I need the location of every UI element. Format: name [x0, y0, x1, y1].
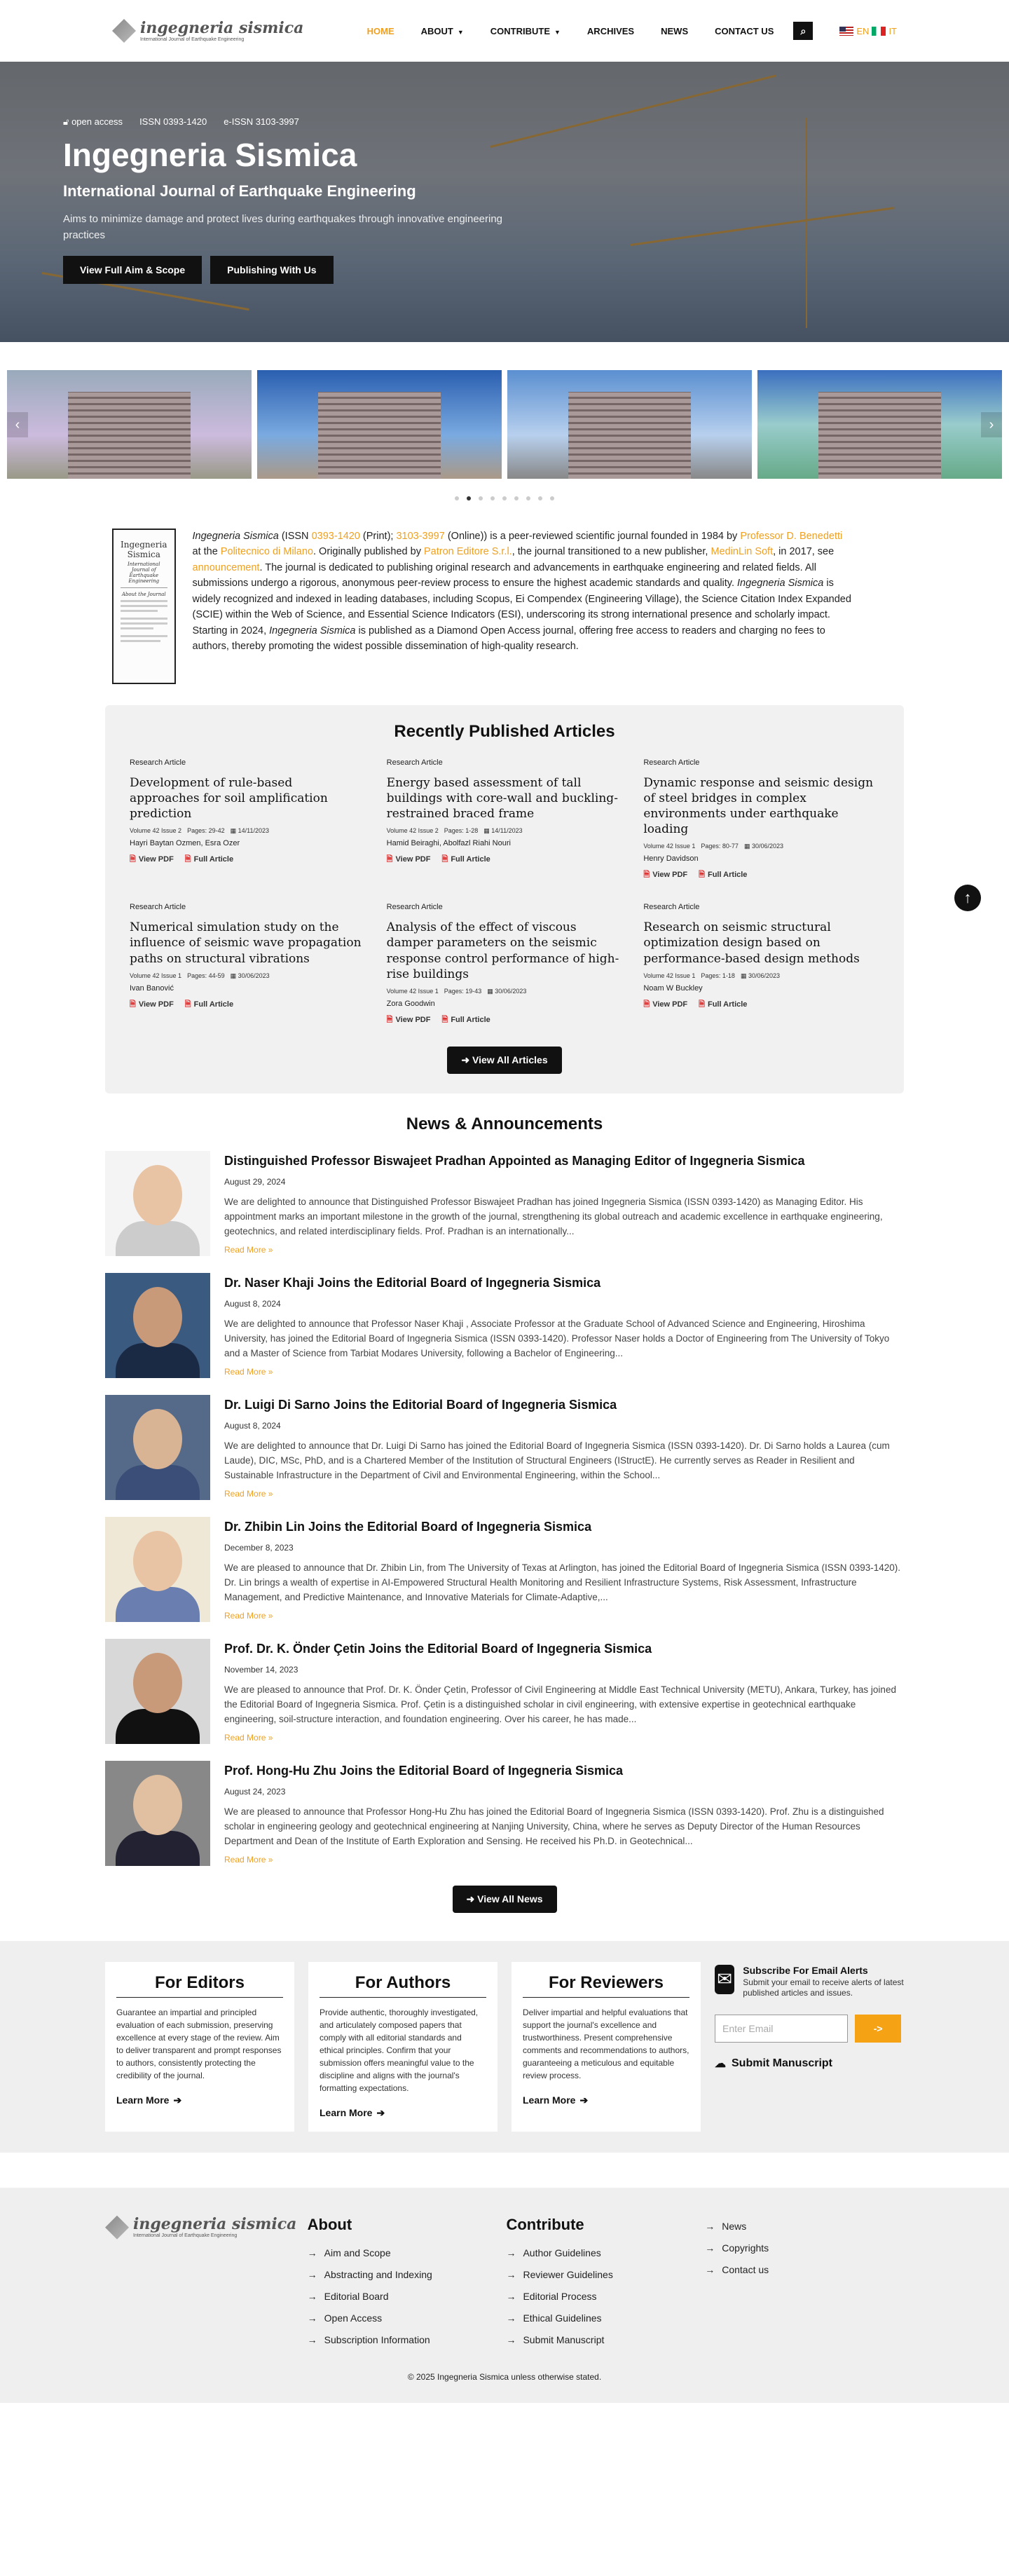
view-pdf-link[interactable]: 🗎︎ View PDF [643, 871, 688, 880]
copyright: © 2025 Ingegneria Sismica unless otherwise stated. [407, 2371, 602, 2382]
footer-misc-col [705, 2216, 904, 2351]
footer-contribute-col [506, 2216, 705, 2351]
article-category: Research Article [386, 903, 443, 912]
arrow-right-icon: → [705, 2220, 715, 2232]
medinlin-link[interactable]: MedinLin Soft [711, 546, 774, 558]
news-portrait [105, 1517, 210, 1622]
footer-link[interactable]: → Copyrights [705, 2237, 904, 2259]
politecnico-link[interactable]: Politecnico di Milano [220, 546, 313, 558]
logo-subtitle: International Journal of Earthquake Engineering [140, 36, 245, 42]
issn-link[interactable]: 0393-1420 [311, 531, 360, 542]
nav-news[interactable]: NEWS [661, 25, 689, 36]
view-pdf-link[interactable]: 🗎︎ View PDF [643, 1000, 688, 1009]
article-category: Research Article [386, 758, 443, 767]
arrow-circle-icon: ➜ [461, 1054, 470, 1065]
hero-issn: ISSN 0393-1420 [139, 116, 207, 127]
cover-title: Ingegneria Sismica [121, 540, 167, 559]
pdf-icon: 🗎︎ [699, 1000, 705, 1009]
footer-link[interactable]: → Aim and Scope [308, 2242, 507, 2264]
article-pages: Pages: 80-77 [701, 843, 739, 850]
news-item [105, 1761, 904, 1866]
news-date: August 8, 2024 [224, 1420, 281, 1431]
pdf-icon: 🗎︎ [184, 855, 191, 864]
open-access-badge: 🔓︎ open access [63, 116, 123, 127]
logo-title: ingegneria sismica [140, 18, 304, 37]
carousel-dot[interactable] [550, 496, 554, 500]
article-pages: Pages: 19-43 [444, 987, 482, 995]
carousel-dot[interactable] [526, 496, 530, 500]
footer-link[interactable]: → Subscription Information [308, 2329, 507, 2351]
article-pages: Pages: 29-42 [187, 827, 225, 835]
article-date: 30/06/2023 [748, 972, 781, 979]
article-title[interactable]: Analysis of the effect of viscous damper parameters on the seismic response control performance of high-rise buildings [386, 920, 619, 981]
news-portrait [105, 1273, 210, 1378]
arrow-right-icon: ➔ [376, 2106, 385, 2118]
news-title[interactable]: Prof. Dr. K. Önder Çetin Joins the Editorial Board of Ingegneria Sismica [224, 1641, 652, 1656]
news-item [105, 1395, 904, 1500]
article-volume: Volume 42 Issue 2 [130, 827, 182, 835]
aim-scope-button[interactable]: View Full Aim & Scope [63, 256, 202, 284]
news-title[interactable]: Dr. Naser Khaji Joins the Editorial Board of Ingegneria Sismica [224, 1275, 601, 1290]
view-pdf-link[interactable]: 🗎︎ View PDF [386, 855, 431, 864]
role-text: Deliver impartial and helpful evaluations that support the journal's excellence and trustworthiness. Present comprehensive comments and recommendations to authors, guaranteeing a meticulous and equitable review process. [523, 2007, 689, 2080]
view-all-articles-button[interactable]: ➜ View All Articles [447, 1047, 561, 1074]
footer-logo[interactable] [105, 2216, 308, 2240]
articles-grid [105, 742, 904, 1027]
article-volume: Volume 42 Issue 1 [386, 987, 439, 995]
arrow-right-icon: → [307, 2290, 317, 2302]
subscribe-button[interactable]: -> [855, 2015, 901, 2043]
arrow-circle-icon: ➜ [466, 1893, 475, 1904]
article-pages: Pages: 1-28 [444, 827, 479, 835]
article-authors: Hamid Beiraghi, Abolfazl Riahi Nouri [386, 839, 511, 848]
full-article-link[interactable]: 🗎︎ Full Article [184, 1000, 234, 1009]
role-title: For Reviewers [523, 1973, 689, 1998]
news-excerpt: We are pleased to announce that Dr. Zhibin Lin, from The University of Texas at Arlington, has joined the Editorial Board of Ingegneria Sismica (ISSN 0393-1420). Dr. Lin brings a wealth of expertise in AI-Empowered Structural Health Monitoring and Resilient Infrastructure Systems, Risk Assessment, Infrastructure Management, and Predictive Maintenance, and Innovative Materials for Climate-Adaptive,... [224, 1562, 901, 1602]
article-authors: Ivan Banović [130, 983, 174, 993]
cover-about: About the Journal [121, 592, 166, 597]
news-date: August 29, 2024 [224, 1176, 286, 1187]
submit-manuscript-link[interactable]: ☁ Submit Manuscript [715, 2057, 833, 2070]
article-title[interactable]: Numerical simulation study on the influence of seismic wave propagation paths on structural vibrations [130, 920, 362, 966]
arrow-right-icon: → [705, 2263, 715, 2275]
article-authors: Henry Davidson [643, 854, 699, 864]
role-text: Guarantee an impartial and principled evaluation of each submission, preserving excellence at every stage of the review. Aim to deliver transparent and prompt responses to authors, consistently protecting the credibility of the journal. [116, 2007, 282, 2080]
article-title[interactable]: Research on seismic structural optimization design based on performance-based design methods [643, 920, 860, 966]
news-portrait [105, 1761, 210, 1866]
read-more-link[interactable]: Read More » [224, 1366, 273, 1377]
article-category: Research Article [643, 758, 700, 767]
news-section [0, 1093, 1009, 1913]
footer-link[interactable]: → Abstracting and Indexing [308, 2264, 507, 2286]
article-volume: Volume 42 Issue 1 [130, 972, 182, 979]
about-paragraph: Ingegneria Sismica (ISSN 0393-1420 (Print); 3103-3997 (Online)) is a peer-reviewed scientific journal founded in 1984 by Professor D. Benedetti at the Politecnico di Milano. Originally published by Patron Editore S.r.l., the journal transitioned to a new publisher, MedinLin Soft, in 2017, see announcement. The journal is dedicated to publishing original research and advancements in earthquake engineering and related fields. All submissions undergo a rigorous, anonymous peer-review process to ensure the highest academic standards and quality. Ingegneria Sismica is widely recognized and indexed in leading databases, including Scopus, Ei Compendex (Engineering Village), the Science Citation Index Expanded (SCIE) within the Web of Science, and Essential Science Indicators (ESI), underscoring its strong international presence and scholarly impact. Starting in 2024, Ingegneria Sismica is published as a Diamond Open Access journal, offering free access to readers and charging no fees to authors, thereby promoting the widest possible dissemination of high-quality research. [192, 531, 851, 653]
full-article-link[interactable]: 🗎︎ Full Article [441, 1015, 490, 1024]
footer-link[interactable]: → News [705, 2216, 904, 2237]
article-date: 14/11/2023 [491, 827, 523, 835]
article-pages: Pages: 1-18 [701, 972, 735, 979]
pdf-icon: 🗎︎ [130, 1000, 136, 1009]
articles-heading: Recently Published Articles [394, 722, 615, 741]
footer-about-col [308, 2216, 507, 2351]
article-card [387, 903, 623, 1026]
arrow-right-icon: → [307, 2268, 317, 2280]
role-title: For Authors [320, 1973, 486, 1998]
news-date: August 8, 2024 [224, 1298, 281, 1309]
news-title[interactable]: Dr. Zhibin Lin Joins the Editorial Board of Ingegneria Sismica [224, 1519, 592, 1534]
arrow-right-icon: ➔ [173, 2094, 182, 2106]
news-date: November 14, 2023 [224, 1664, 298, 1675]
article-authors: Zora Goodwin [386, 999, 435, 1008]
article-authors: Hayri Baytan Ozmen, Esra Ozer [130, 839, 240, 848]
unlock-icon: 🔓︎ [63, 116, 69, 127]
article-date: 30/06/2023 [495, 987, 527, 995]
footer-link[interactable]: → Submit Manuscript [506, 2329, 705, 2351]
subscribe-box [715, 1962, 904, 2132]
article-card [643, 903, 879, 1026]
recent-articles [105, 705, 904, 1093]
footer-link[interactable]: → Reviewer Guidelines [506, 2264, 705, 2286]
nav-home[interactable]: HOME [366, 25, 394, 36]
arrow-right-icon: → [506, 2247, 516, 2258]
calendar-icon: ▦ [230, 972, 237, 979]
news-item [105, 1517, 904, 1622]
lang-en[interactable]: EN [856, 25, 870, 36]
news-title[interactable]: Distinguished Professor Biswajeet Pradhan Appointed as Managing Editor of Ingegneria Sismica [224, 1153, 805, 1168]
footer-logo-subtitle: International Journal of Earthquake Engineering [133, 2233, 238, 2239]
carousel-dot[interactable] [479, 496, 483, 500]
article-card [130, 758, 366, 882]
calendar-icon: ▦ [483, 827, 490, 835]
pdf-icon: 🗎︎ [441, 855, 448, 864]
carousel-image [7, 370, 252, 479]
search-icon[interactable]: ⌕ [793, 22, 813, 40]
read-more-link[interactable]: Read More » [224, 1610, 273, 1621]
pdf-icon: 🗎︎ [130, 855, 136, 864]
logo-mark-icon [112, 19, 136, 43]
cover-body-lines [121, 600, 167, 642]
arrow-right-icon: → [506, 2268, 516, 2280]
arrow-right-icon: → [307, 2333, 317, 2345]
pdf-icon: 🗎︎ [441, 1015, 448, 1024]
article-category: Research Article [643, 903, 700, 912]
arrow-right-icon: → [506, 2312, 516, 2324]
eissn-link[interactable]: 3103-3997 [396, 531, 445, 542]
announcement-link[interactable]: announcement [192, 561, 260, 573]
role-text: Provide authentic, thoroughly investigated, and articulately composed papers that comply with all editorial standards and ethical principles. Confirm that your submission offers meaningful value to the discipline and aligns with the journal's formatting expectations. [320, 2007, 479, 2093]
role-card [512, 1962, 701, 2132]
carousel-dot[interactable] [502, 496, 507, 500]
read-more-link[interactable]: Read More » [224, 1854, 273, 1865]
article-category: Research Article [130, 903, 186, 912]
carousel-image [757, 370, 1002, 479]
hero-banner [0, 62, 1009, 342]
carousel-dot[interactable] [514, 496, 519, 500]
newsletter-icon: ✉ [715, 1965, 734, 1994]
nav-contribute[interactable]: CONTRIBUTE ▼ [490, 25, 561, 36]
footer-link[interactable]: → Ethical Guidelines [506, 2308, 705, 2329]
news-excerpt: We are pleased to announce that Prof. Dr. K. Önder Çetin, Professor of Civil Engineering at Middle East Technical University (METU), Ankara, Turkey, has joined the Editorial Board of Ingegneria Sismica. Prof. Çetin is a distinguished scholar in civil engineering, with extensive expertise in geotechnical earthquake engineering, soil-structure interaction, and foundation engineering. Over his career, he has made... [224, 1684, 896, 1724]
view-all-news-button[interactable]: ➜ View All News [453, 1886, 557, 1913]
uk-flag-icon[interactable] [839, 27, 853, 36]
calendar-icon: ▦ [230, 827, 237, 835]
carousel-dot[interactable] [490, 496, 495, 500]
article-pages: Pages: 44-59 [187, 972, 225, 979]
article-volume: Volume 42 Issue 1 [643, 972, 696, 979]
patron-link[interactable]: Patron Editore S.r.l. [423, 546, 512, 558]
view-pdf-link[interactable]: 🗎︎ View PDF [386, 1015, 431, 1024]
italy-flag-icon[interactable] [872, 27, 886, 36]
view-pdf-link[interactable]: 🗎︎ View PDF [130, 855, 174, 864]
carousel-dot-active[interactable] [467, 496, 471, 500]
site-logo[interactable] [112, 19, 303, 43]
pdf-icon: 🗎︎ [386, 855, 393, 864]
news-portrait [105, 1639, 210, 1744]
full-article-link[interactable]: 🗎︎ Full Article [441, 855, 490, 864]
learn-more-link[interactable]: Learn More ➔ [320, 2106, 385, 2119]
news-portrait [105, 1395, 210, 1500]
learn-more-link[interactable]: Learn More ➔ [523, 2094, 589, 2106]
news-portrait [105, 1151, 210, 1256]
news-excerpt: We are delighted to announce that Dr. Luigi Di Sarno has joined the Editorial Board of Ingegneria Sismica (ISSN 0393-1420). Dr. Di Sarno holds a Laurea (cum Laude), DIC, MSc, PhD, and is a Chartered Member of the Institution of Structural Engineers (IStructE). He currently serves as Reader in Resilient and Sustainable Infrastructure in the Department of Civil and Environmental Engineering, within the School... [224, 1440, 890, 1480]
news-date: December 8, 2023 [224, 1542, 294, 1553]
footer-logo-title: ingegneria sismica [133, 2215, 297, 2234]
news-item [105, 1273, 904, 1378]
article-authors: Noam W Buckley [643, 983, 703, 993]
news-excerpt: We are pleased to announce that Professor Hong-Hu Zhu has joined the Editorial Board of Ingegneria Sismica (ISSN 0393-1420). Prof. Zhu is a distinguished scholar in engineering geology and geotechnical engineering at Nanjing University, China, where he serves as Deputy Director of the Human Resources Department and Dean of the Institute of Earth Exploration and Sensing. He received his Ph.D. in Geotechnical... [224, 1806, 884, 1846]
article-card [643, 758, 879, 882]
pdf-icon: 🗎︎ [184, 1000, 191, 1009]
arrow-right-icon: → [705, 2242, 715, 2254]
email-input[interactable] [715, 2015, 848, 2043]
article-date: 30/06/2023 [238, 972, 270, 979]
subscribe-title: Subscribe For Email Alerts [743, 1964, 868, 1976]
top-navbar [0, 0, 1009, 62]
nav-about[interactable]: ABOUT ▼ [420, 25, 464, 36]
carousel-prev-icon[interactable]: ‹ [7, 412, 28, 437]
news-title[interactable]: Dr. Luigi Di Sarno Joins the Editorial Board of Ingegneria Sismica [224, 1397, 617, 1412]
pdf-icon: 🗎︎ [643, 1000, 650, 1009]
article-title[interactable]: Energy based assessment of tall buildings with core-wall and buckling-restrained braced frame [386, 776, 618, 822]
footer-link[interactable]: → Editorial Board [308, 2286, 507, 2308]
logo-mark-icon [105, 2216, 129, 2240]
article-date: 14/11/2023 [238, 827, 270, 835]
carousel-dot[interactable] [455, 496, 459, 500]
hero-description: Aims to minimize damage and protect lives during earthquakes through innovative engineering practices [63, 213, 503, 241]
calendar-icon: ▦ [487, 987, 493, 995]
about-section [0, 500, 1009, 684]
news-item [105, 1639, 904, 1744]
footer-link[interactable]: → Editorial Process [506, 2286, 705, 2308]
view-pdf-link[interactable]: 🗎︎ View PDF [130, 1000, 174, 1009]
pdf-icon: 🗎︎ [643, 871, 650, 880]
article-title[interactable]: Development of rule-based approaches for soil amplification prediction [130, 776, 328, 822]
hero-subtitle: International Journal of Earthquake Engineering [63, 182, 416, 200]
journal-cover [112, 529, 176, 684]
article-volume: Volume 42 Issue 1 [643, 843, 696, 850]
publishing-button[interactable]: Publishing With Us [210, 256, 333, 284]
carousel-next-icon[interactable]: › [981, 412, 1002, 437]
news-item [105, 1151, 904, 1256]
carousel-image [257, 370, 502, 479]
site-footer [0, 2188, 1009, 2403]
news-list [105, 1151, 904, 1866]
news-date: August 24, 2023 [224, 1786, 286, 1797]
article-volume: Volume 42 Issue 2 [386, 827, 439, 835]
carousel-dot[interactable] [538, 496, 542, 500]
chevron-down-icon: ▼ [554, 28, 561, 36]
news-excerpt: We are delighted to announce that Distinguished Professor Biswajeet Pradhan has joined Ingegneria Sismica (ISSN 0393-1420) as Managing Editor. His appointment marks an important milestone in the growth of the journal, strengthening its global outreach and academic excellence in earthquake engineering, geotechnics, and related interdisciplinary fields. Prof. Pradhan is an internationally... [224, 1196, 883, 1236]
calendar-icon: ▦ [740, 972, 747, 979]
lang-it[interactable]: IT [888, 25, 897, 36]
hero-title: Ingegneria Sismica [63, 137, 357, 173]
image-carousel [0, 370, 1009, 482]
arrow-right-icon: ➔ [579, 2094, 589, 2106]
calendar-icon: ▦ [743, 843, 750, 850]
arrow-right-icon: → [307, 2312, 317, 2324]
role-title: For Editors [116, 1973, 283, 1998]
article-category: Research Article [130, 758, 186, 767]
footer-contribute-heading: Contribute [506, 2215, 584, 2233]
news-title[interactable]: Prof. Hong-Hu Zhu Joins the Editorial Board of Ingegneria Sismica [224, 1763, 624, 1778]
read-more-link[interactable]: Read More » [224, 1244, 273, 1255]
role-card [308, 1962, 497, 2132]
upload-cloud-icon: ☁ [715, 2057, 726, 2070]
roles-section [0, 1941, 1009, 2153]
full-article-link[interactable]: 🗎︎ Full Article [184, 855, 234, 864]
article-date: 30/06/2023 [751, 843, 784, 850]
news-heading: News & Announcements [406, 1114, 603, 1133]
full-article-link[interactable]: 🗎︎ Full Article [699, 1000, 748, 1009]
carousel-image [507, 370, 752, 479]
news-excerpt: We are delighted to announce that Professor Naser Khaji , Associate Professor at the Graduate School of Advanced Science and Engineering, Hiroshima University, has joined the Editorial Board of Ingegneria Sismica (ISSN 0393-1420). Professor Naser holds a Doctor of Engineering from The University of Tokyo and a Master of Science from Tarbiat Modares University, following a Bachelor of Engineering... [224, 1318, 890, 1358]
article-card [387, 758, 623, 882]
scroll-to-top-icon[interactable]: ↑ [954, 885, 981, 911]
footer-about-heading: About [307, 2215, 352, 2233]
read-more-link[interactable]: Read More » [224, 1732, 273, 1743]
article-card [130, 903, 366, 1026]
subscribe-desc: Submit your email to receive alerts of latest published articles and issues. [743, 1977, 904, 1998]
footer-link[interactable]: → Author Guidelines [506, 2242, 705, 2264]
footer-link[interactable]: → Contact us [705, 2259, 904, 2281]
arrow-right-icon: → [307, 2247, 317, 2258]
full-article-link[interactable]: 🗎︎ Full Article [699, 871, 748, 880]
pdf-icon: 🗎︎ [386, 1015, 393, 1024]
main-menu [367, 22, 897, 40]
nav-contact[interactable]: CONTACT US [715, 25, 774, 36]
nav-archives[interactable]: ARCHIVES [586, 25, 635, 36]
pdf-icon: 🗎︎ [699, 871, 705, 880]
role-card [105, 1962, 294, 2132]
founder-link[interactable]: Professor D. Benedetti [740, 531, 843, 542]
arrow-right-icon: → [506, 2290, 516, 2302]
read-more-link[interactable]: Read More » [224, 1488, 273, 1499]
arrow-right-icon: → [506, 2333, 516, 2345]
cover-subtitle: International Journal of Earthquake Engineering [128, 561, 160, 584]
chevron-down-icon: ▼ [457, 28, 464, 36]
learn-more-link[interactable]: Learn More ➔ [116, 2094, 182, 2106]
footer-link[interactable]: → Open Access [308, 2308, 507, 2329]
hero-eissn: e-ISSN 3103-3997 [224, 116, 299, 127]
article-title[interactable]: Dynamic response and seismic design of steel bridges in complex environments under earthquake loading [643, 776, 874, 837]
